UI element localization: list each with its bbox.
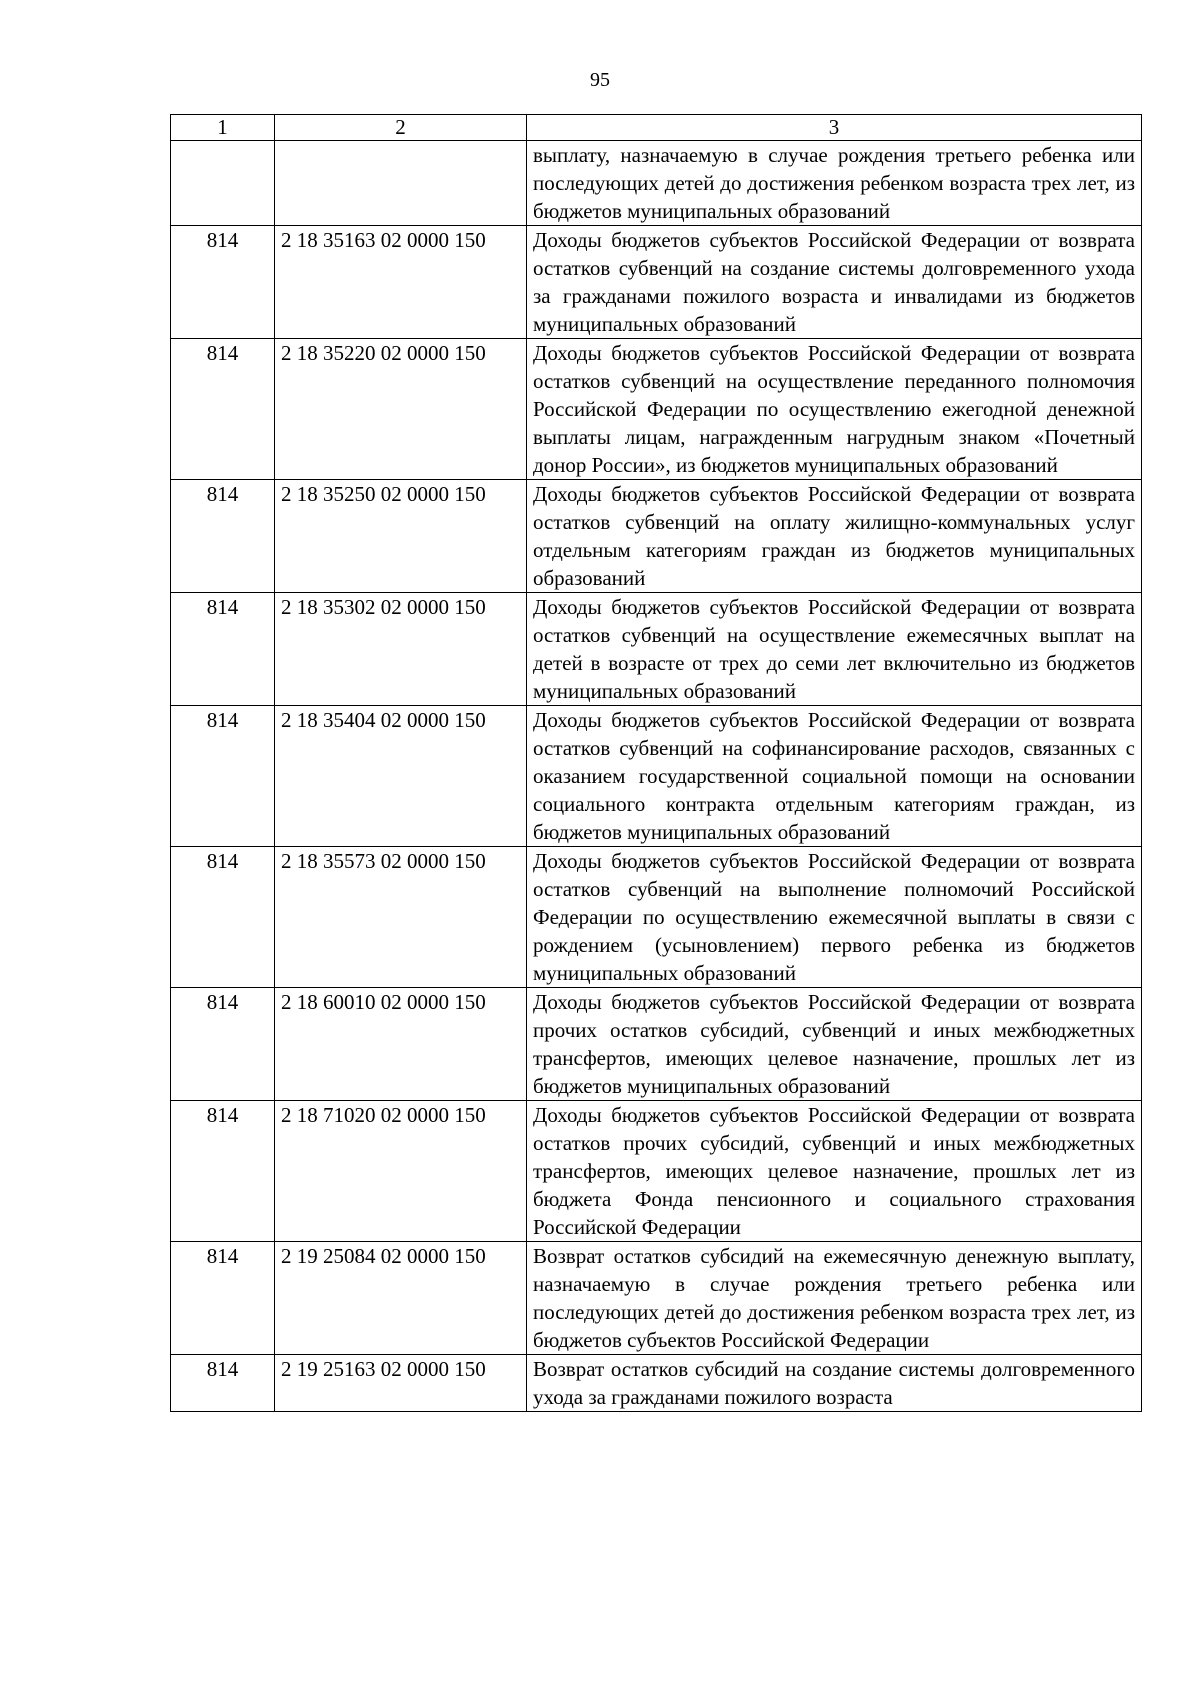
- admin-code-cell: [171, 141, 275, 226]
- budget-code-cell: 2 18 35220 02 0000 150: [275, 339, 527, 480]
- budget-code-cell: 2 19 25163 02 0000 150: [275, 1355, 527, 1412]
- description-cell: Доходы бюджетов субъектов Российской Федерации от возврата остатков субвенций на осуществление переданного полномочия Российской Федерации по осуществлению ежегодной денежной выплаты лицам, награжденным нагрудным знаком «Почетный донор России», из бюджетов муниципальных образований: [527, 339, 1142, 480]
- table-body: [171, 141, 1142, 1412]
- admin-code-cell: 814: [171, 339, 275, 480]
- admin-code-cell: 814: [171, 988, 275, 1101]
- table-row: [171, 226, 1142, 339]
- budget-code-cell: 2 18 60010 02 0000 150: [275, 988, 527, 1101]
- admin-code-cell: 814: [171, 480, 275, 593]
- description-cell: Доходы бюджетов субъектов Российской Федерации от возврата прочих остатков субсидий, субвенций и иных межбюджетных трансфертов, имеющих целевое назначение, прошлых лет из бюджетов муниципальных образований: [527, 988, 1142, 1101]
- admin-code-cell: 814: [171, 1355, 275, 1412]
- description-cell: Доходы бюджетов субъектов Российской Федерации от возврата остатков субвенций на осуществление ежемесячных выплат на детей в возрасте от трех до семи лет включительно из бюджетов муниципальных образований: [527, 593, 1142, 706]
- admin-code-cell: 814: [171, 226, 275, 339]
- admin-code-cell: 814: [171, 593, 275, 706]
- description-cell: Возврат остатков субсидий на ежемесячную денежную выплату, назначаемую в случае рождения третьего ребенка или последующих детей до достижения ребенком возраста трех лет, из бюджетов субъектов Российской Федерации: [527, 1242, 1142, 1355]
- table-row: [171, 480, 1142, 593]
- admin-code-cell: 814: [171, 1101, 275, 1242]
- table-row: [171, 847, 1142, 988]
- budget-code-cell: 2 18 35250 02 0000 150: [275, 480, 527, 593]
- description-cell: Доходы бюджетов субъектов Российской Федерации от возврата остатков субвенций на софинансирование расходов, связанных с оказанием государственной социальной помощи на основании социального контракта отдельным категориям граждан, из бюджетов муниципальных образований: [527, 706, 1142, 847]
- table-row: [171, 593, 1142, 706]
- table-row: [171, 141, 1142, 226]
- description-cell: выплату, назначаемую в случае рождения третьего ребенка или последующих детей до достижения ребенком возраста трех лет, из бюджетов муниципальных образований: [527, 141, 1142, 226]
- budget-code-cell: 2 19 25084 02 0000 150: [275, 1242, 527, 1355]
- table-row: [171, 706, 1142, 847]
- budget-code-cell: 2 18 35573 02 0000 150: [275, 847, 527, 988]
- table-header: [171, 115, 1142, 141]
- admin-code-cell: 814: [171, 706, 275, 847]
- budget-code-cell: [275, 141, 527, 226]
- budget-code-cell: 2 18 35163 02 0000 150: [275, 226, 527, 339]
- page-number: 95: [590, 69, 610, 91]
- admin-code-cell: 814: [171, 847, 275, 988]
- table-row: [171, 1242, 1142, 1355]
- description-cell: Доходы бюджетов субъектов Российской Федерации от возврата остатков субвенций на оплату жилищно-коммунальных услуг отдельным категориям граждан из бюджетов муниципальных образований: [527, 480, 1142, 593]
- header-row: [171, 115, 1142, 141]
- budget-code-cell: 2 18 71020 02 0000 150: [275, 1101, 527, 1242]
- budget-code-cell: 2 18 35302 02 0000 150: [275, 593, 527, 706]
- table-row: [171, 988, 1142, 1101]
- description-cell: Возврат остатков субсидий на создание системы долговременного ухода за гражданами пожилого возраста: [527, 1355, 1142, 1412]
- description-cell: Доходы бюджетов субъектов Российской Федерации от возврата остатков субвенций на создание системы долговременного ухода за гражданами пожилого возраста и инвалидами из бюджетов муниципальных образований: [527, 226, 1142, 339]
- admin-code-cell: 814: [171, 1242, 275, 1355]
- header-col-3: 3: [527, 115, 1142, 141]
- table-row: [171, 1101, 1142, 1242]
- table-row: [171, 339, 1142, 480]
- budget-code-cell: 2 18 35404 02 0000 150: [275, 706, 527, 847]
- header-col-1: 1: [171, 115, 275, 141]
- description-cell: Доходы бюджетов субъектов Российской Федерации от возврата остатков субвенций на выполнение полномочий Российской Федерации по осуществлению ежемесячной выплаты в связи с рождением (усыновлением) первого ребенка из бюджетов муниципальных образований: [527, 847, 1142, 988]
- budget-codes-table: [170, 114, 1142, 1412]
- header-col-2: 2: [275, 115, 527, 141]
- table-row: [171, 1355, 1142, 1412]
- description-cell: Доходы бюджетов субъектов Российской Федерации от возврата остатков прочих субсидий, субвенций и иных межбюджетных трансфертов, имеющих целевое назначение, прошлых лет из бюджета Фонда пенсионного и социального страхования Российской Федерации: [527, 1101, 1142, 1242]
